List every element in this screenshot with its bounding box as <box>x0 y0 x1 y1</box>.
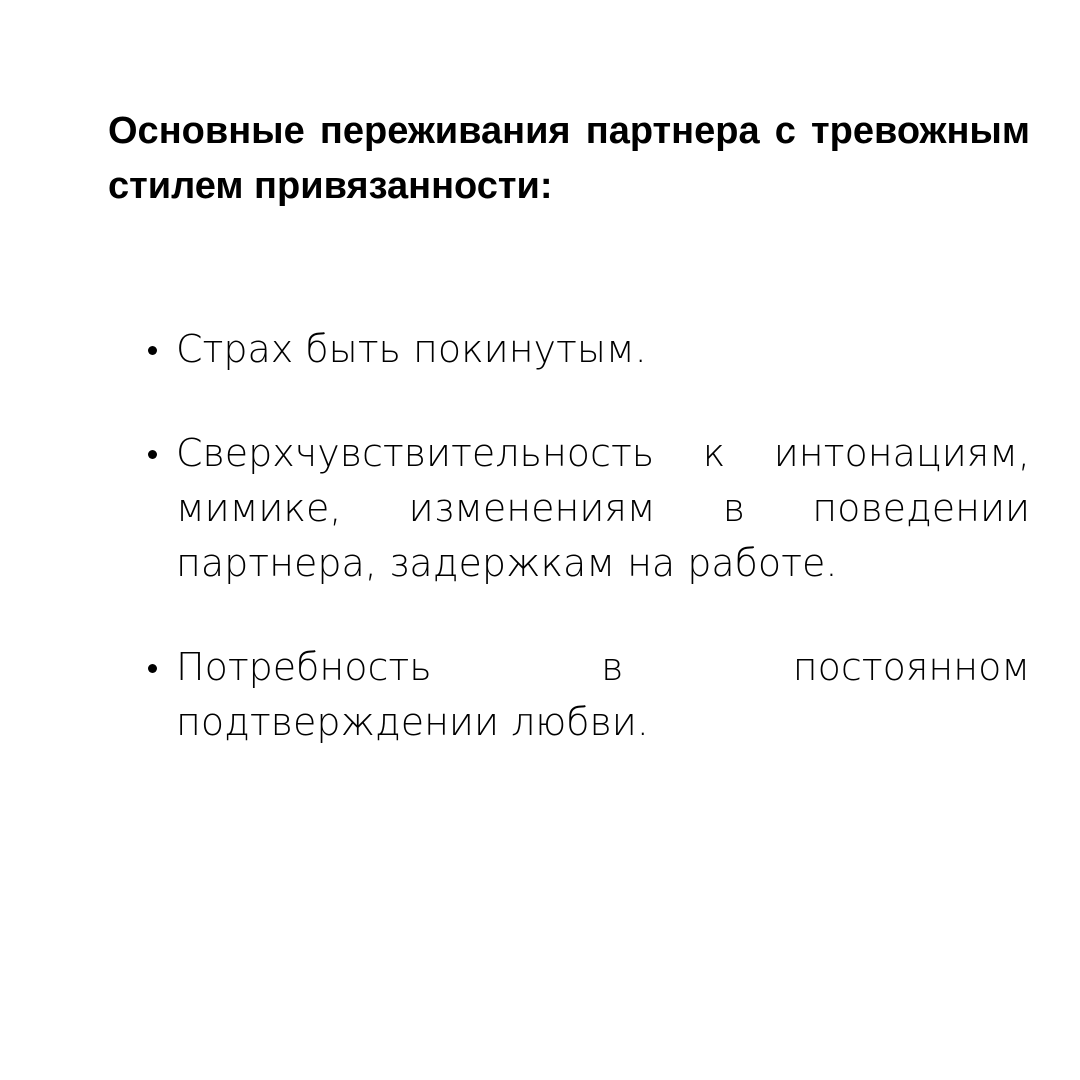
list-item-text: Сверхчувствительность к интонациям, мимике, изменениям в поведении партнера, задержкам на работе. <box>176 431 1030 585</box>
bullet-dot-icon <box>148 346 157 355</box>
list-item <box>176 640 1030 750</box>
list-item <box>176 322 1030 377</box>
list-item-text: Потребность в постоянном подтверждении любви. <box>176 645 1030 744</box>
page-title: Основные переживания партнера с тревожным стилем привязанности: <box>108 110 1030 207</box>
bullet-list <box>176 322 1030 799</box>
bullet-dot-icon <box>148 450 157 459</box>
bullet-dot-icon <box>148 664 157 673</box>
list-item <box>176 426 1030 591</box>
list-item-text: Страх быть покинутым. <box>176 327 647 371</box>
